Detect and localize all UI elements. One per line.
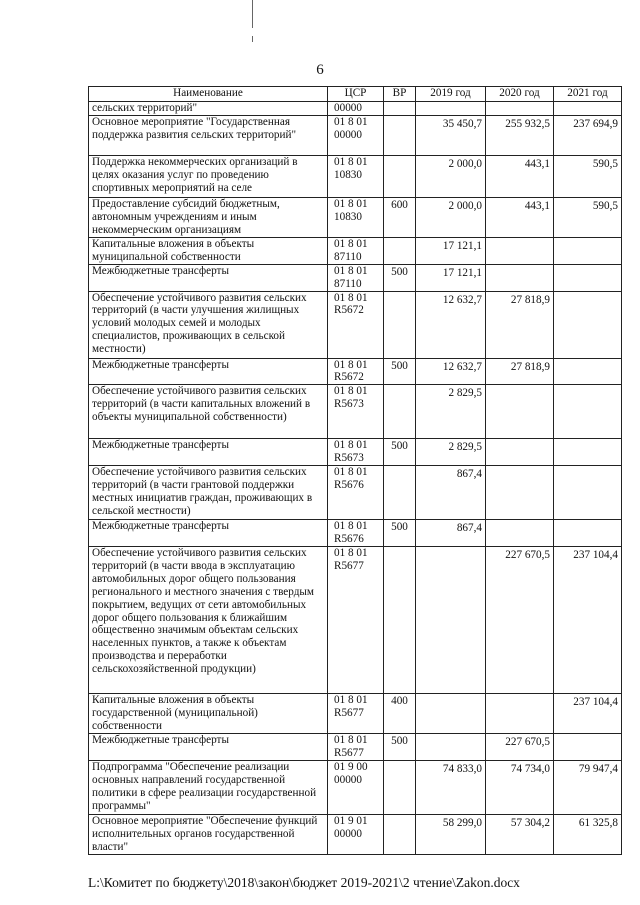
cell-2021 (554, 385, 622, 439)
cell-vr: 500 (384, 439, 416, 466)
header-csr: ЦСР (328, 87, 384, 102)
cell-csr: 01 8 01 R5677 (328, 693, 384, 733)
cell-vr (384, 237, 416, 264)
cell-csr: 01 8 01 00000 (328, 115, 384, 155)
cell-vr (384, 102, 416, 116)
cell-2021: 590,5 (554, 197, 622, 237)
cell-vr (384, 385, 416, 439)
cell-2021 (554, 264, 622, 291)
cell-2021 (554, 358, 622, 385)
cell-name: Капитальные вложения в объекты государственной (муниципальной) собственности (89, 693, 328, 733)
cell-2021 (554, 237, 622, 264)
cell-csr: 01 8 01 R5677 (328, 546, 384, 693)
cell-2020: 227 670,5 (486, 733, 554, 760)
cell-csr: 01 8 01 R5676 (328, 466, 384, 520)
cell-2020 (486, 237, 554, 264)
cell-csr: 01 8 01 R5673 (328, 385, 384, 439)
table-header-row (89, 87, 622, 102)
table-row (89, 733, 622, 760)
cell-name: Межбюджетные трансферты (89, 439, 328, 466)
file-path-footer: L:\Комитет по бюджету\2018\закон\бюджет 2019-2021\2 чтение\Zakon.docx (88, 875, 520, 890)
header-name: Наименование (89, 87, 328, 102)
cell-2020 (486, 385, 554, 439)
cell-csr: 01 8 01 R5673 (328, 439, 384, 466)
table-row (89, 291, 622, 358)
table-row (89, 466, 622, 520)
cell-2019 (416, 733, 486, 760)
cell-vr: 500 (384, 264, 416, 291)
cell-vr: 600 (384, 197, 416, 237)
cell-2020: 57 304,2 (486, 814, 554, 854)
table-row (89, 237, 622, 264)
cell-vr (384, 115, 416, 155)
cell-csr: 01 8 01 R5672 (328, 291, 384, 358)
cell-2021: 237 694,9 (554, 115, 622, 155)
cell-2019 (416, 102, 486, 116)
cell-2019: 2 829,5 (416, 439, 486, 466)
cell-2021: 590,5 (554, 155, 622, 197)
table-row (89, 385, 622, 439)
cell-name: Межбюджетные трансферты (89, 358, 328, 385)
header-2021: 2021 год (554, 87, 622, 102)
cell-2021 (554, 520, 622, 547)
cell-csr: 01 8 01 10830 (328, 197, 384, 237)
cell-name: Подпрограмма "Обеспечение реализации основных направлений государственной политики в сфере реализации государственной программы" (89, 760, 328, 814)
cell-2019: 2 829,5 (416, 385, 486, 439)
cell-vr (384, 814, 416, 854)
cell-name: Основное мероприятие "Обеспечение функций исполнительных органов государственной власти" (89, 814, 328, 854)
cell-name: Обеспечение устойчивого развития сельских территорий (в части капитальных вложений в объекты муниципальной собственности) (89, 385, 328, 439)
cell-name: Капитальные вложения в объекты муниципальной собственности (89, 237, 328, 264)
cell-2019: 12 632,7 (416, 358, 486, 385)
cell-csr: 01 9 00 00000 (328, 760, 384, 814)
cell-2020: 227 670,5 (486, 546, 554, 693)
cell-2020 (486, 102, 554, 116)
cell-2019: 58 299,0 (416, 814, 486, 854)
table-row (89, 155, 622, 197)
table-row (89, 102, 622, 116)
cell-2021 (554, 439, 622, 466)
table-row (89, 546, 622, 693)
cell-2021 (554, 733, 622, 760)
cell-2020: 27 818,9 (486, 358, 554, 385)
cell-csr: 00000 (328, 102, 384, 116)
cell-2019 (416, 693, 486, 733)
cell-2019 (416, 546, 486, 693)
cell-2019: 35 450,7 (416, 115, 486, 155)
cell-2019: 867,4 (416, 466, 486, 520)
cell-name: Межбюджетные трансферты (89, 520, 328, 547)
header-2019: 2019 год (416, 87, 486, 102)
table-row (89, 760, 622, 814)
cell-name: Межбюджетные трансферты (89, 733, 328, 760)
cell-name: Обеспечение устойчивого развития сельских территорий (в части ввода в эксплуатацию автомобильных дорог общего пользования регионального и местного значения с твердым покрытием, ведущих от сети автомобильных дорог общего пользования к ближайшим общественно значимым объектам сельских населенных пунктов, а также к объектам производства и переработки сельскохозяйственной продукции) (89, 546, 328, 693)
cell-2020 (486, 466, 554, 520)
header-2020: 2020 год (486, 87, 554, 102)
cell-name: сельских территорий" (89, 102, 328, 116)
cell-name: Предоставление субсидий бюджетным, автономным учреждениям и иным некоммерческим организациям (89, 197, 328, 237)
cell-vr (384, 466, 416, 520)
table-row (89, 115, 622, 155)
cell-2020: 27 818,9 (486, 291, 554, 358)
cell-2021: 237 104,4 (554, 546, 622, 693)
cell-name: Обеспечение устойчивого развития сельских территорий (в части улучшения жилищных условий молодых семей и молодых специалистов, проживающих в сельской местности) (89, 291, 328, 358)
table-row (89, 439, 622, 466)
table-row (89, 197, 622, 237)
cell-csr: 01 8 01 R5672 (328, 358, 384, 385)
cell-csr: 01 8 01 R5677 (328, 733, 384, 760)
cell-2021: 237 104,4 (554, 693, 622, 733)
cell-vr: 500 (384, 358, 416, 385)
cell-2020 (486, 439, 554, 466)
cell-2020: 255 932,5 (486, 115, 554, 155)
cell-vr: 400 (384, 693, 416, 733)
cell-vr (384, 760, 416, 814)
cell-vr: 500 (384, 733, 416, 760)
cell-name: Основное мероприятие "Государственная поддержка развития сельских территорий" (89, 115, 328, 155)
budget-table (88, 86, 622, 855)
cell-2020: 74 734,0 (486, 760, 554, 814)
cell-name: Обеспечение устойчивого развития сельских территорий (в части грантовой поддержки местных инициатив граждан, проживающих в сельской местности) (89, 466, 328, 520)
cell-2019: 2 000,0 (416, 155, 486, 197)
cell-2021: 79 947,4 (554, 760, 622, 814)
table-row (89, 358, 622, 385)
table-row (89, 814, 622, 854)
cell-2020 (486, 264, 554, 291)
cell-2020: 443,1 (486, 197, 554, 237)
cell-vr (384, 291, 416, 358)
cell-2020: 443,1 (486, 155, 554, 197)
table-row (89, 264, 622, 291)
cell-csr: 01 8 01 87110 (328, 264, 384, 291)
page-number: 6 (316, 62, 324, 78)
cell-2021 (554, 102, 622, 116)
table-row (89, 693, 622, 733)
header-vr: ВР (384, 87, 416, 102)
cell-2021 (554, 291, 622, 358)
cell-name: Межбюджетные трансферты (89, 264, 328, 291)
cell-csr: 01 8 01 R5676 (328, 520, 384, 547)
cell-csr: 01 8 01 87110 (328, 237, 384, 264)
cell-vr (384, 546, 416, 693)
cell-2019: 17 121,1 (416, 237, 486, 264)
cell-vr: 500 (384, 520, 416, 547)
cell-2021: 61 325,8 (554, 814, 622, 854)
cell-csr: 01 9 01 00000 (328, 814, 384, 854)
cell-2019: 74 833,0 (416, 760, 486, 814)
cell-2019: 867,4 (416, 520, 486, 547)
cell-2019: 12 632,7 (416, 291, 486, 358)
cell-vr (384, 155, 416, 197)
cell-2020 (486, 693, 554, 733)
cell-2019: 2 000,0 (416, 197, 486, 237)
cell-csr: 01 8 01 10830 (328, 155, 384, 197)
table-body (89, 102, 622, 855)
table-row (89, 520, 622, 547)
cell-2020 (486, 520, 554, 547)
cell-name: Поддержка некоммерческих организаций в целях оказания услуг по проведению спортивных мероприятий на селе (89, 155, 328, 197)
cell-2021 (554, 466, 622, 520)
cell-2019: 17 121,1 (416, 264, 486, 291)
